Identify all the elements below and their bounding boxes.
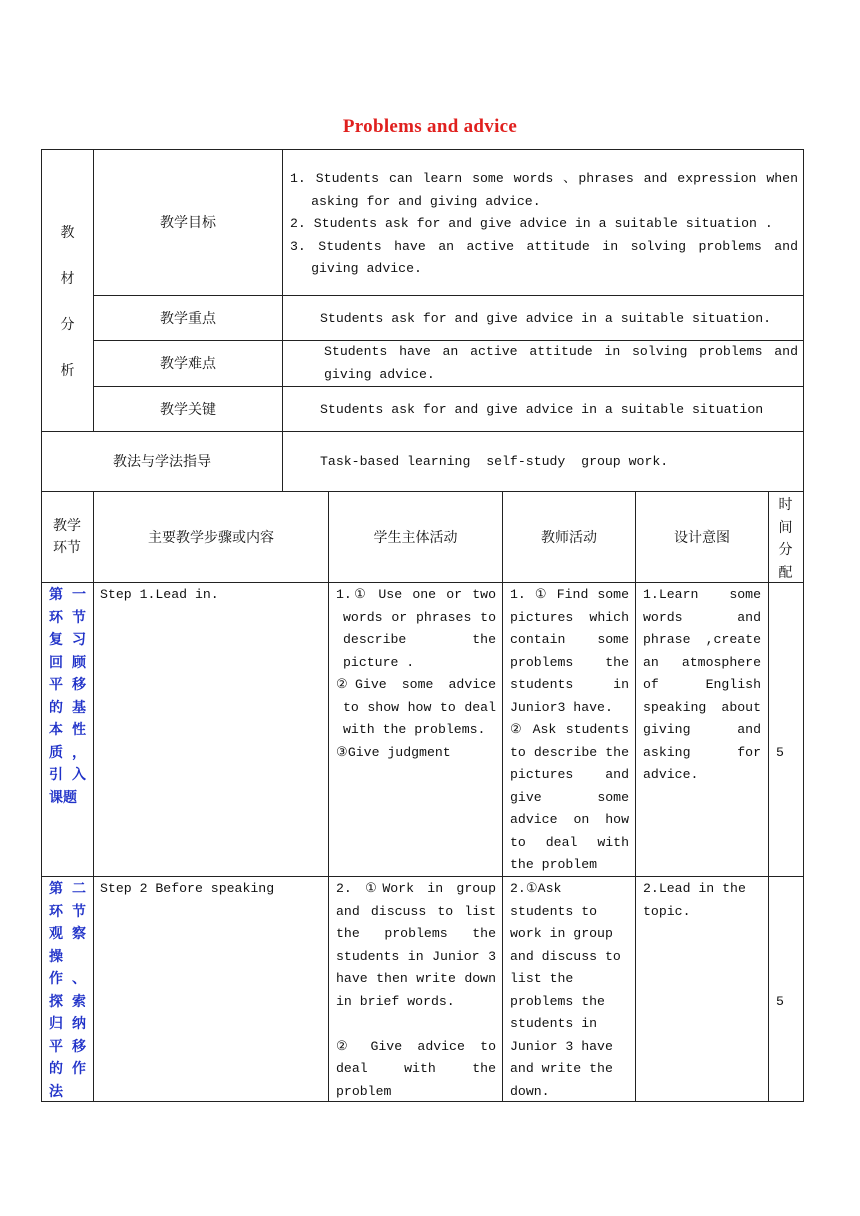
step-1-student	[336, 584, 496, 764]
stage-1-label: 第一环节复习回顾平移的基本性质，引入课题	[49, 587, 86, 806]
step-1-teacher	[510, 584, 629, 877]
student-activity: ② Give advice to deal with the problem	[336, 1038, 496, 1099]
step-2-student	[336, 878, 496, 1103]
method-text: Task-based learning self-study group work.	[320, 454, 669, 469]
header-time: 时间分配	[778, 497, 793, 581]
objective-item: 1. Students can learn some words 、phrases and expression when asking for and giving advice.	[290, 171, 798, 209]
student-activity: 1.① Use one or two words or phrases to describe the picture .	[336, 587, 496, 670]
stage-2-label: 第二环节观察操作、探索归纳平移的作法	[49, 881, 86, 1100]
side-label-char: 析	[60, 363, 75, 379]
header-content: 主要教学步骤或内容	[148, 530, 274, 546]
student-activity: ②Give some advice to show how to deal with the problems.	[336, 677, 496, 737]
step-1-time: 5	[776, 745, 784, 760]
difficulties-text: Students have an active attitude in solving problems and giving advice.	[324, 344, 798, 382]
objective-item: 3. Students have an active attitude in solving problems and giving advice.	[290, 238, 798, 276]
student-activity: 2. ①Work in group and discuss to list the problems the students in Junior 3 have then write down in brief words.	[336, 881, 496, 1009]
objective-item: 2. Students ask for and give advice in a suitable situation .	[290, 216, 773, 231]
header-stage: 教学环节	[53, 518, 81, 556]
header-teacher: 教师活动	[541, 530, 597, 546]
key-points-label: 教学重点	[160, 311, 216, 327]
key-link-text: Students ask for and give advice in a suitable situation	[320, 402, 764, 417]
difficulties-label: 教学难点	[160, 356, 216, 372]
header-intent: 设计意图	[674, 530, 730, 546]
side-label	[42, 210, 93, 394]
step-2-intent: 2.Lead in the topic.	[643, 881, 746, 919]
step-1-content: Step 1.Lead in.	[100, 587, 219, 602]
student-activity: ③Give judgment	[336, 744, 451, 760]
step-2-teacher: 2.①Ask students to work in group and discuss to list the problems the students in Junior 3 have and write the down.	[510, 881, 621, 1099]
side-label-char: 分	[60, 317, 75, 333]
objectives-list	[290, 168, 798, 281]
teacher-activity: 1. ① Find some pictures which contain some problems the students in Junior3 have.	[510, 587, 629, 715]
step-2-time: 5	[776, 994, 784, 1009]
side-label-char: 材	[60, 271, 75, 287]
header-student: 学生主体活动	[373, 530, 458, 546]
document-title: Problems and advice	[342, 116, 518, 137]
key-link-label: 教学关键	[160, 402, 216, 418]
side-label-char: 教	[60, 225, 75, 241]
step-2-content: Step 2 Before speaking	[100, 881, 275, 896]
key-points-text: Students ask for and give advice in a suitable situation.	[320, 311, 772, 326]
objectives-label: 教学目标	[160, 215, 216, 231]
step-1-intent: 1.Learn some words and phrase ,create an atmosphere of English speaking about giving and asking for advice.	[643, 587, 761, 782]
method-label: 教法与学法指导	[113, 454, 211, 470]
teacher-activity: ② Ask students to describe the pictures and give some advice on how to deal with the problem	[510, 722, 629, 872]
